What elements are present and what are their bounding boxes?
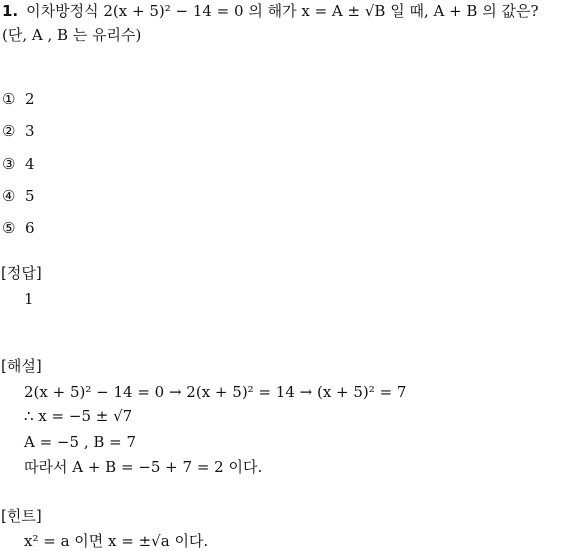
choice-5-marker: ⑤ — [2, 219, 16, 237]
question-line-2: (단, A , B 는 유리수) — [2, 26, 142, 44]
choice-4-marker: ④ — [2, 187, 16, 205]
answer-label: [정답] — [1, 264, 42, 282]
choice-3[interactable] — [2, 154, 35, 174]
question-line-1 — [2, 1, 538, 21]
choice-2-marker: ② — [2, 122, 16, 140]
choice-2-value: 3 — [25, 122, 35, 140]
choice-3-value: 4 — [25, 155, 35, 173]
answer-value: 1 — [24, 290, 34, 308]
solution-label: [해설] — [1, 357, 42, 375]
choice-4-value: 5 — [25, 187, 35, 205]
solution-line-4: 따라서 A + B = −5 + 7 = 2 이다. — [24, 458, 263, 476]
choice-5-value: 6 — [25, 219, 35, 237]
solution-line-3: A = −5 , B = 7 — [24, 433, 137, 451]
hint-line: x² = a 이면 x = ±√a 이다. — [24, 532, 209, 550]
hint-label: [힌트] — [1, 507, 42, 525]
choice-3-marker: ③ — [2, 155, 16, 173]
choice-1[interactable] — [2, 89, 35, 109]
choice-5[interactable] — [2, 218, 35, 238]
choice-2[interactable] — [2, 121, 35, 141]
solution-line-1: 2(x + 5)² − 14 = 0 → 2(x + 5)² = 14 → (x + 5)² = 7 — [24, 383, 407, 401]
solution-line-2: ∴ x = −5 ± √7 — [24, 407, 133, 425]
question-text-line1: 이차방정식 2(x + 5)² − 14 = 0 의 해가 x = A ± √B 일 때, A + B 의 값은? — [26, 2, 539, 20]
choice-4[interactable] — [2, 186, 35, 206]
question-number: 1. — [2, 2, 19, 20]
choice-1-marker: ① — [2, 90, 16, 108]
choice-1-value: 2 — [25, 90, 35, 108]
